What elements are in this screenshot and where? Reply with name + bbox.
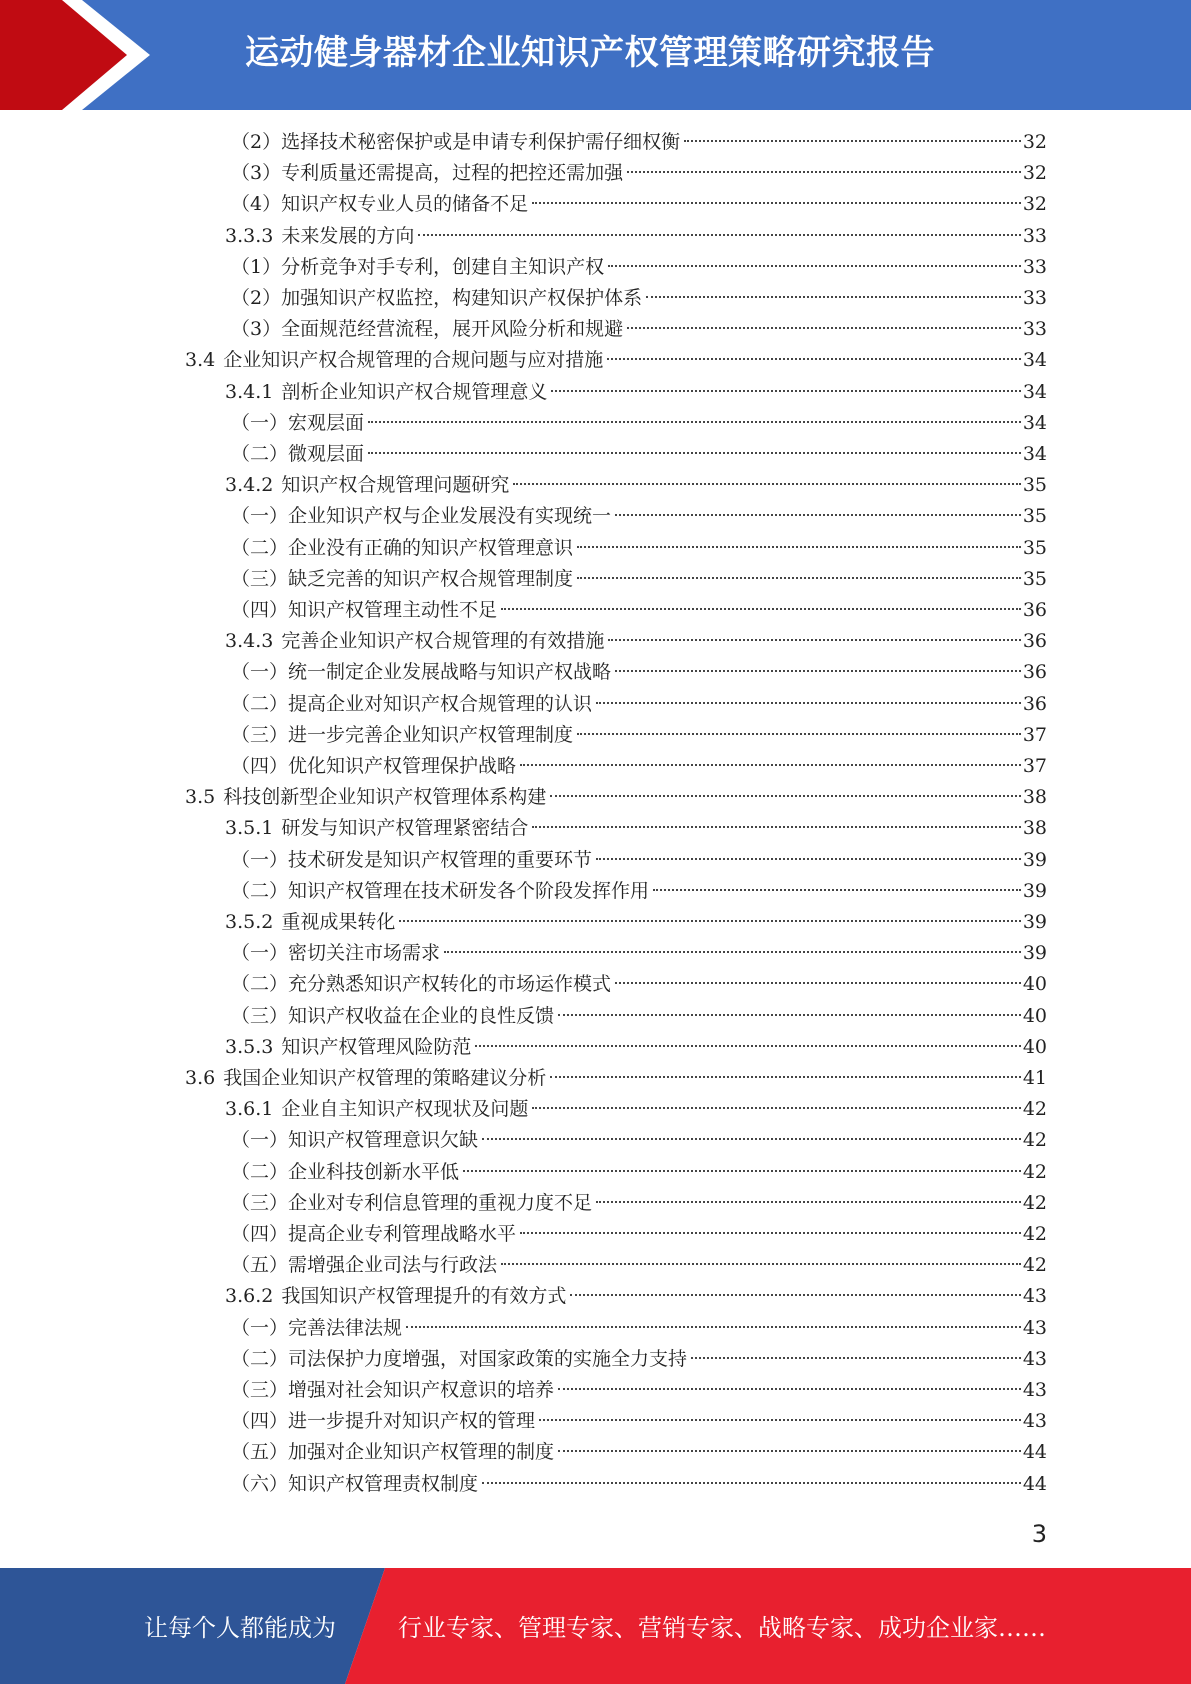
toc-dot-leader (550, 795, 1021, 797)
toc-entry-title: 全面规范经营流程，展开风险分析和规避 (281, 318, 624, 341)
toc-dot-leader (558, 1450, 1021, 1452)
toc-entry-number: （二） (231, 692, 289, 715)
toc-entry[interactable] (231, 751, 1047, 782)
toc-dot-leader (482, 1138, 1021, 1140)
toc-dot-leader (532, 202, 1021, 204)
toc-dot-leader (501, 608, 1021, 610)
toc-entry-page: 33 (1022, 224, 1047, 247)
toc-entry-page: 34 (1022, 380, 1047, 403)
toc-entry[interactable] (225, 626, 1047, 657)
toc-entry-number: 3.6 (185, 1067, 216, 1089)
toc-entry[interactable] (185, 1063, 1047, 1094)
toc-dot-leader (596, 702, 1021, 704)
toc-entry-number: 3.6.1 (225, 1098, 274, 1121)
toc-entry-page: 37 (1022, 723, 1047, 746)
toc-entry-page: 40 (1022, 973, 1047, 996)
toc-entry-page: 43 (1022, 1285, 1047, 1308)
toc-entry[interactable] (231, 876, 1047, 907)
toc-entry[interactable] (225, 1032, 1047, 1063)
toc-entry-number: （二） (231, 536, 289, 559)
toc-entry-title: 重视成果转化 (281, 911, 396, 933)
toc-entry-page: 35 (1022, 505, 1047, 528)
toc-entry-number: （二） (231, 973, 289, 996)
toc-entry-title: 加强知识产权监控，构建知识产权保护体系 (281, 287, 643, 309)
toc-entry[interactable] (231, 252, 1047, 283)
toc-entry[interactable] (231, 1344, 1047, 1375)
toc-entry-page: 42 (1022, 1223, 1047, 1245)
toc-entry-number: （3） (231, 162, 282, 185)
toc-entry-title: 分析竞争对手专利，创建自主知识产权 (281, 255, 605, 278)
toc-dot-leader (607, 358, 1021, 360)
toc-entry[interactable] (231, 1250, 1047, 1281)
toc-entry-page: 33 (1022, 287, 1047, 309)
toc-dot-leader (646, 296, 1021, 298)
toc-entry-title: 技术研发是知识产权管理的重要环节 (288, 848, 593, 871)
toc-dot-leader (520, 1232, 1021, 1234)
toc-entry-number: 3.4.1 (225, 380, 274, 403)
toc-entry[interactable] (231, 439, 1047, 470)
toc-entry[interactable] (231, 533, 1047, 564)
toc-entry-number: 3.3.3 (225, 224, 274, 247)
footer-slogan-right: 行业专家、管理专家、营销专家、战略专家、成功企业家…… (398, 1614, 1046, 1642)
toc-dot-leader (615, 670, 1021, 672)
toc-entry[interactable] (231, 1188, 1047, 1219)
toc-entry-number: （二） (231, 1160, 289, 1183)
toc-entry[interactable] (225, 907, 1047, 938)
toc-entry-number: 3.6.2 (225, 1285, 274, 1308)
toc-entry-title: 专利质量还需提高，过程的把控还需加强 (281, 162, 624, 185)
toc-entry-page: 35 (1022, 567, 1047, 590)
toc-entry-page: 41 (1022, 1067, 1047, 1089)
toc-entry-number: 3.4.3 (225, 630, 274, 653)
toc-entry-number: （三） (231, 1379, 289, 1401)
toc-entry-title: 知识产权管理意识欠缺 (288, 1129, 479, 1152)
toc-entry-number: （4） (231, 193, 282, 216)
toc-dot-leader (463, 1170, 1021, 1172)
toc-entry-number: （四） (231, 1410, 289, 1433)
toc-entry-title: 提高企业专利管理战略水平 (288, 1223, 517, 1245)
toc-dot-leader (608, 639, 1020, 641)
toc-entry[interactable] (231, 158, 1047, 189)
toc-entry-number: （五） (231, 1254, 289, 1277)
toc-entry[interactable] (231, 1157, 1047, 1188)
toc-entry[interactable] (231, 720, 1047, 751)
toc-dot-leader (520, 764, 1021, 766)
toc-entry-number: 3.5.2 (225, 911, 274, 933)
toc-dot-leader (558, 1014, 1021, 1016)
toc-entry-title: 企业科技创新水平低 (288, 1160, 460, 1183)
toc-entry-number: （六） (231, 1472, 289, 1495)
toc-entry-number: （四） (231, 755, 289, 777)
toc-entry-title: 选择技术秘密保护或是申请专利保护需仔细权衡 (281, 131, 681, 153)
toc-dot-leader (368, 452, 1021, 454)
toc-entry-number: （四） (231, 1223, 289, 1245)
toc-dot-leader (550, 1076, 1021, 1078)
toc-entry[interactable] (231, 314, 1047, 345)
toc-dot-leader (475, 1045, 1020, 1047)
toc-entry-page: 38 (1022, 786, 1047, 809)
toc-entry-title: 知识产权收益在企业的良性反馈 (288, 1004, 555, 1027)
toc-entry-page: 42 (1022, 1098, 1047, 1121)
toc-entry-number: （三） (231, 1004, 289, 1027)
toc-entry-title: 统一制定企业发展战略与知识产权战略 (288, 661, 612, 684)
page-footer (0, 1568, 1191, 1684)
toc-entry-number: （五） (231, 1441, 289, 1464)
toc-entry[interactable] (231, 969, 1047, 1000)
toc-entry-title: 企业自主知识产权现状及问题 (281, 1098, 529, 1121)
toc-entry-number: （一） (231, 505, 289, 528)
toc-dot-leader (684, 140, 1021, 142)
toc-entry-page: 32 (1022, 193, 1047, 216)
toc-entry-page: 35 (1022, 474, 1047, 497)
toc-entry[interactable] (231, 501, 1047, 532)
toc-entry-page: 33 (1022, 318, 1047, 341)
toc-entry[interactable] (185, 782, 1047, 813)
toc-dot-leader (418, 234, 1020, 236)
toc-entry-title: 缺乏完善的知识产权合规管理制度 (288, 567, 574, 590)
toc-entry-title: 充分熟悉知识产权转化的市场运作模式 (288, 973, 612, 996)
toc-entry-number: （三） (231, 1191, 289, 1214)
toc-entry-number: 3.5 (185, 786, 216, 809)
page-header (0, 0, 1191, 110)
toc-dot-leader (532, 826, 1020, 828)
toc-entry-page: 36 (1022, 599, 1047, 621)
toc-entry-title: 知识产权管理责权制度 (288, 1472, 479, 1495)
toc-dot-leader (596, 858, 1021, 860)
toc-entry-title: 司法保护力度增强，对国家政策的实施全力支持 (288, 1347, 688, 1370)
toc-entry-title: 密切关注市场需求 (288, 942, 441, 965)
toc-dot-leader (627, 327, 1021, 329)
toc-entry[interactable] (231, 127, 1047, 158)
toc-entry[interactable] (225, 1281, 1047, 1312)
toc-entry-page: 36 (1022, 630, 1047, 653)
toc-entry-title: 知识产权合规管理问题研究 (281, 474, 510, 497)
toc-entry-title: 未来发展的方向 (281, 224, 415, 247)
toc-dot-leader (608, 265, 1021, 267)
toc-entry-page: 43 (1022, 1316, 1047, 1339)
toc-entry-page: 42 (1022, 1160, 1047, 1183)
toc-entry[interactable] (225, 377, 1047, 408)
toc-entry-title: 知识产权管理风险防范 (281, 1035, 472, 1058)
toc-entry-title: 科技创新型企业知识产权管理体系构建 (223, 786, 547, 809)
toc-entry-page: 33 (1022, 255, 1047, 278)
toc-entry-number: （1） (231, 255, 282, 278)
toc-entry-page: 38 (1022, 817, 1047, 840)
toc-dot-leader (570, 1294, 1020, 1296)
toc-entry-page: 42 (1022, 1191, 1047, 1214)
toc-entry[interactable] (231, 408, 1047, 439)
toc-dot-leader (558, 1388, 1021, 1390)
toc-entry-title: 进一步完善企业知识产权管理制度 (288, 723, 574, 746)
toc-entry-page: 44 (1022, 1441, 1047, 1464)
toc-entry-number: （一） (231, 1129, 289, 1152)
toc-entry[interactable] (225, 1094, 1047, 1125)
toc-entry-page: 40 (1022, 1004, 1047, 1027)
toc-dot-leader (551, 390, 1020, 392)
toc-entry-title: 完善法律法规 (288, 1316, 403, 1339)
toc-entry-page: 40 (1022, 1035, 1047, 1058)
toc-dot-leader (691, 1357, 1021, 1359)
toc-entry-page: 34 (1022, 411, 1047, 434)
toc-dot-leader (501, 1263, 1021, 1265)
toc-entry[interactable] (231, 283, 1047, 314)
toc-entry[interactable] (185, 345, 1047, 376)
toc-entry-number: （一） (231, 411, 289, 434)
toc-entry[interactable] (231, 845, 1047, 876)
toc-entry-title: 剖析企业知识产权合规管理意义 (281, 380, 548, 403)
toc-entry-title: 微观层面 (288, 443, 365, 465)
toc-entry-number: （二） (231, 443, 289, 465)
toc-entry-number: （一） (231, 661, 289, 684)
toc-entry[interactable] (231, 1469, 1047, 1500)
toc-dot-leader (596, 1201, 1021, 1203)
toc-entry-number: （三） (231, 567, 289, 590)
toc-entry-page: 34 (1022, 443, 1047, 465)
toc-entry-title: 需增强企业司法与行政法 (288, 1254, 498, 1277)
toc-dot-leader (615, 514, 1021, 516)
toc-dot-leader (539, 1419, 1021, 1421)
toc-entry-page: 43 (1022, 1379, 1047, 1401)
toc-entry[interactable] (231, 189, 1047, 220)
toc-entry-page: 39 (1022, 942, 1047, 965)
toc-entry[interactable] (225, 813, 1047, 844)
toc-dot-leader (577, 733, 1021, 735)
toc-dot-leader (444, 951, 1021, 953)
toc-entry-title: 进一步提升对知识产权的管理 (288, 1410, 536, 1433)
toc-entry-title: 宏观层面 (288, 411, 365, 434)
toc-entry-number: 3.5.1 (225, 817, 274, 840)
toc-entry[interactable] (231, 1001, 1047, 1032)
toc-entry-page: 35 (1022, 536, 1047, 559)
toc-entry[interactable] (231, 1406, 1047, 1437)
toc-entry-title: 优化知识产权管理保护战略 (288, 755, 517, 777)
toc-entry-page: 39 (1022, 879, 1047, 902)
toc-dot-leader (368, 421, 1021, 423)
toc-dot-leader (615, 982, 1021, 984)
toc-entry-title: 加强对企业知识产权管理的制度 (288, 1441, 555, 1464)
toc-entry-title: 知识产权管理主动性不足 (288, 599, 498, 621)
toc-entry-title: 企业没有正确的知识产权管理意识 (288, 536, 574, 559)
toc-entry-page: 44 (1022, 1472, 1047, 1495)
toc-entry[interactable] (231, 1313, 1047, 1344)
toc-entry-number: （二） (231, 1347, 289, 1370)
toc-entry-number: （2） (231, 287, 282, 309)
toc-entry-page: 43 (1022, 1410, 1047, 1433)
toc-entry[interactable] (231, 1437, 1047, 1468)
toc-entry-title: 知识产权管理在技术研发各个阶段发挥作用 (288, 879, 650, 902)
toc-dot-leader (577, 577, 1021, 579)
toc-entry-title: 我国企业知识产权管理的策略建议分析 (223, 1067, 547, 1089)
toc-entry-title: 增强对社会知识产权意识的培养 (288, 1379, 555, 1401)
toc-entry-page: 39 (1022, 848, 1047, 871)
toc-entry-number: （2） (231, 131, 282, 153)
toc-dot-leader (513, 483, 1020, 485)
toc-entry[interactable] (225, 221, 1047, 252)
toc-entry[interactable] (231, 938, 1047, 969)
toc-entry-title: 我国知识产权管理提升的有效方式 (281, 1285, 567, 1308)
toc-entry-page: 36 (1022, 661, 1047, 684)
toc-dot-leader (482, 1482, 1021, 1484)
toc-entry-title: 企业知识产权与企业发展没有实现统一 (288, 505, 612, 528)
toc-entry[interactable] (231, 657, 1047, 688)
footer-slogan-left: 让每个人都能成为 (144, 1614, 336, 1642)
toc-entry-title: 企业知识产权合规管理的合规问题与应对措施 (223, 349, 604, 372)
toc-entry-title: 研发与知识产权管理紧密结合 (281, 817, 529, 840)
toc-entry-title: 企业对专利信息管理的重视力度不足 (288, 1191, 593, 1214)
toc-entry-number: （四） (231, 599, 289, 621)
toc-dot-leader (406, 1326, 1021, 1328)
toc-entry[interactable] (231, 1125, 1047, 1156)
toc-entry-page: 39 (1022, 911, 1047, 933)
toc-dot-leader (532, 1107, 1020, 1109)
toc-entry-number: （二） (231, 879, 289, 902)
toc-entry-number: 3.4 (185, 349, 216, 372)
toc-entry[interactable] (231, 564, 1047, 595)
toc-entry-page: 43 (1022, 1347, 1047, 1370)
toc-dot-leader (653, 889, 1021, 891)
header-chevron-decoration (0, 0, 150, 110)
toc-entry-number: （一） (231, 1316, 289, 1339)
toc-entry-page: 32 (1022, 131, 1047, 153)
toc-entry-page: 34 (1022, 349, 1047, 372)
toc-entry-number: （三） (231, 723, 289, 746)
toc-entry-number: 3.5.3 (225, 1035, 274, 1058)
toc-entry-number: （一） (231, 942, 289, 965)
toc-entry-title: 提高企业对知识产权合规管理的认识 (288, 692, 593, 715)
toc-entry[interactable] (231, 595, 1047, 626)
page-number: 3 (1031, 1520, 1047, 1548)
toc-entry[interactable] (225, 470, 1047, 501)
toc-entry[interactable] (231, 1375, 1047, 1406)
toc-dot-leader (399, 920, 1020, 922)
toc-entry-number: 3.4.2 (225, 474, 274, 497)
toc-dot-leader (577, 546, 1021, 548)
toc-entry[interactable] (231, 689, 1047, 720)
toc-entry-number: （3） (231, 318, 282, 341)
toc-entry-page: 36 (1022, 692, 1047, 715)
toc-entry-number: （一） (231, 848, 289, 871)
toc-entry-page: 42 (1022, 1254, 1047, 1277)
document-title: 运动健身器材企业知识产权管理策略研究报告 (245, 33, 935, 73)
toc-entry-page: 42 (1022, 1129, 1047, 1152)
toc-entry-title: 完善企业知识产权合规管理的有效措施 (281, 630, 605, 653)
toc-entry-page: 37 (1022, 755, 1047, 777)
toc-entry-title: 知识产权专业人员的储备不足 (281, 193, 529, 216)
toc-dot-leader (627, 171, 1021, 173)
toc-entry-page: 32 (1022, 162, 1047, 185)
toc-entry[interactable] (231, 1219, 1047, 1250)
